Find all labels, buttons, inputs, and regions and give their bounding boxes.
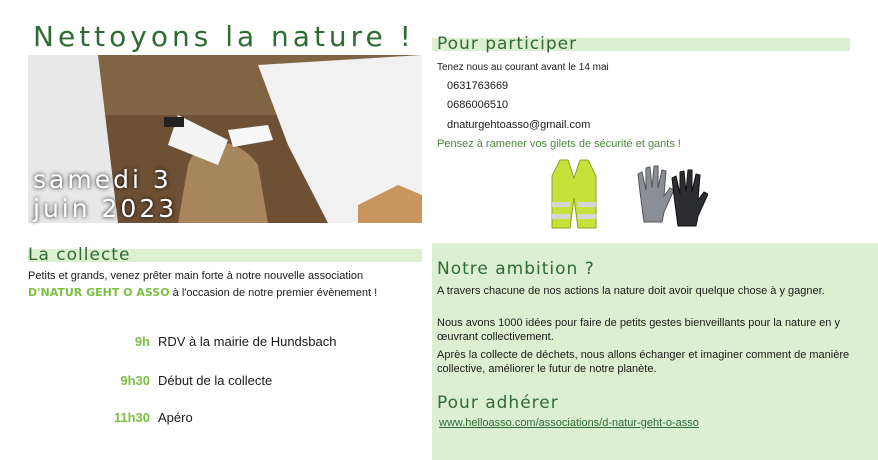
- phone-2: 0686006510: [447, 99, 509, 111]
- ambition-paragraph-3: Après la collecte de déchets, nous allons échanger et imaginer comment de manière collective, améliorer le futur de notre planète.: [437, 349, 850, 375]
- collecte-intro-line2: [28, 286, 377, 300]
- ambition-title: Notre ambition ?: [437, 259, 595, 279]
- page-title: Nettoyons la nature !: [33, 20, 415, 53]
- participer-intro: Tenez nous au courant avant le 14 mai: [437, 62, 609, 73]
- event-date-line2: juin 2023: [33, 194, 178, 223]
- event-date: [33, 165, 177, 223]
- association-name: D'NATUR GEHT O ASSO: [28, 286, 170, 299]
- collecte-intro-end: à l'occasion de notre premier évènement !: [172, 287, 378, 299]
- helloasso-link[interactable]: www.helloasso.com/associations/d-natur-geht-o-asso: [439, 417, 699, 429]
- schedule-row: [90, 333, 336, 351]
- schedule-time: 9h: [134, 334, 150, 349]
- schedule-row: [90, 409, 193, 427]
- safety-vest-icon: [550, 158, 598, 235]
- ambition-paragraph-1: A travers chacune de nos actions la nature doit avoir quelque chose à y gagner.: [437, 285, 825, 297]
- schedule-activity: RDV à la mairie de Hundsbach: [158, 334, 337, 349]
- schedule-time: 9h30: [120, 373, 150, 388]
- ambition-paragraph-2: Nous avons 1000 idées pour faire de petits gestes bienveillants pour la nature en y œuvrant collectivement.: [437, 317, 840, 343]
- schedule-activity: Début de la collecte: [158, 373, 273, 388]
- schedule-time: 11h30: [113, 410, 150, 425]
- collecte-intro: Petits et grands, venez prêter main forte à notre nouvelle association: [28, 270, 364, 282]
- schedule-activity: Apéro: [158, 410, 193, 425]
- schedule-row: [90, 372, 272, 390]
- participer-title: Pour participer: [437, 34, 578, 54]
- email: dnaturgehtoasso@gmail.com: [447, 119, 591, 131]
- phone-1: 0631763669: [447, 80, 509, 92]
- event-date-line1: samedi 3: [33, 165, 172, 194]
- participer-reminder: Pensez à ramener vos gilets de sécurité et gants !: [437, 138, 681, 150]
- adherer-title: Pour adhérer: [437, 393, 559, 413]
- gloves-icon: [634, 162, 708, 235]
- collecte-title: La collecte: [28, 245, 131, 265]
